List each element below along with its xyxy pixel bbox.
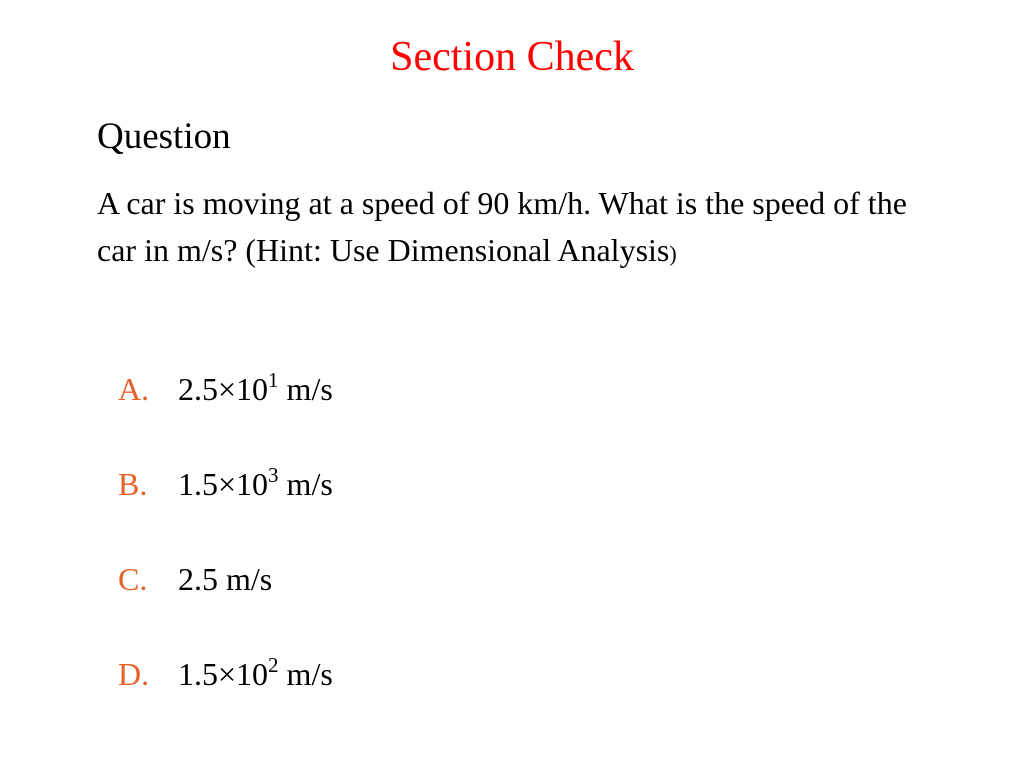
- answer-mantissa: 1.5×10: [178, 466, 269, 502]
- question-closing-paren: ): [669, 241, 677, 266]
- answer-unit: m/s: [278, 656, 333, 692]
- answer-unit: m/s: [278, 371, 333, 407]
- answer-value: [178, 365, 333, 413]
- answer-letter: B.: [118, 466, 148, 502]
- question-body: A car is moving at a speed of 90 km/h. What is the speed of the car in m/s? (Hint: Use Dimensional Analysis: [97, 185, 907, 268]
- answer-list: [118, 365, 333, 745]
- answer-exponent: 2: [268, 653, 279, 677]
- answer-unit: m/s: [278, 466, 333, 502]
- question-text: [97, 180, 937, 277]
- answer-option-c[interactable]: [118, 555, 333, 650]
- answer-mantissa: 2.5 m/s: [178, 561, 273, 597]
- answer-option-a[interactable]: [118, 365, 333, 460]
- answer-letter: D.: [118, 656, 150, 692]
- question-heading: Question: [97, 116, 231, 157]
- answer-option-d[interactable]: [118, 650, 333, 745]
- answer-value: [178, 555, 272, 603]
- answer-exponent: 1: [268, 368, 279, 392]
- answer-exponent: 3: [268, 463, 279, 487]
- answer-mantissa: 2.5×10: [178, 371, 269, 407]
- answer-option-b[interactable]: [118, 460, 333, 555]
- answer-value: [178, 650, 333, 698]
- answer-value: [178, 460, 333, 508]
- answer-letter: C.: [118, 561, 148, 597]
- answer-letter: A.: [118, 371, 150, 407]
- answer-mantissa: 1.5×10: [178, 656, 269, 692]
- slide-title: Section Check: [390, 34, 634, 80]
